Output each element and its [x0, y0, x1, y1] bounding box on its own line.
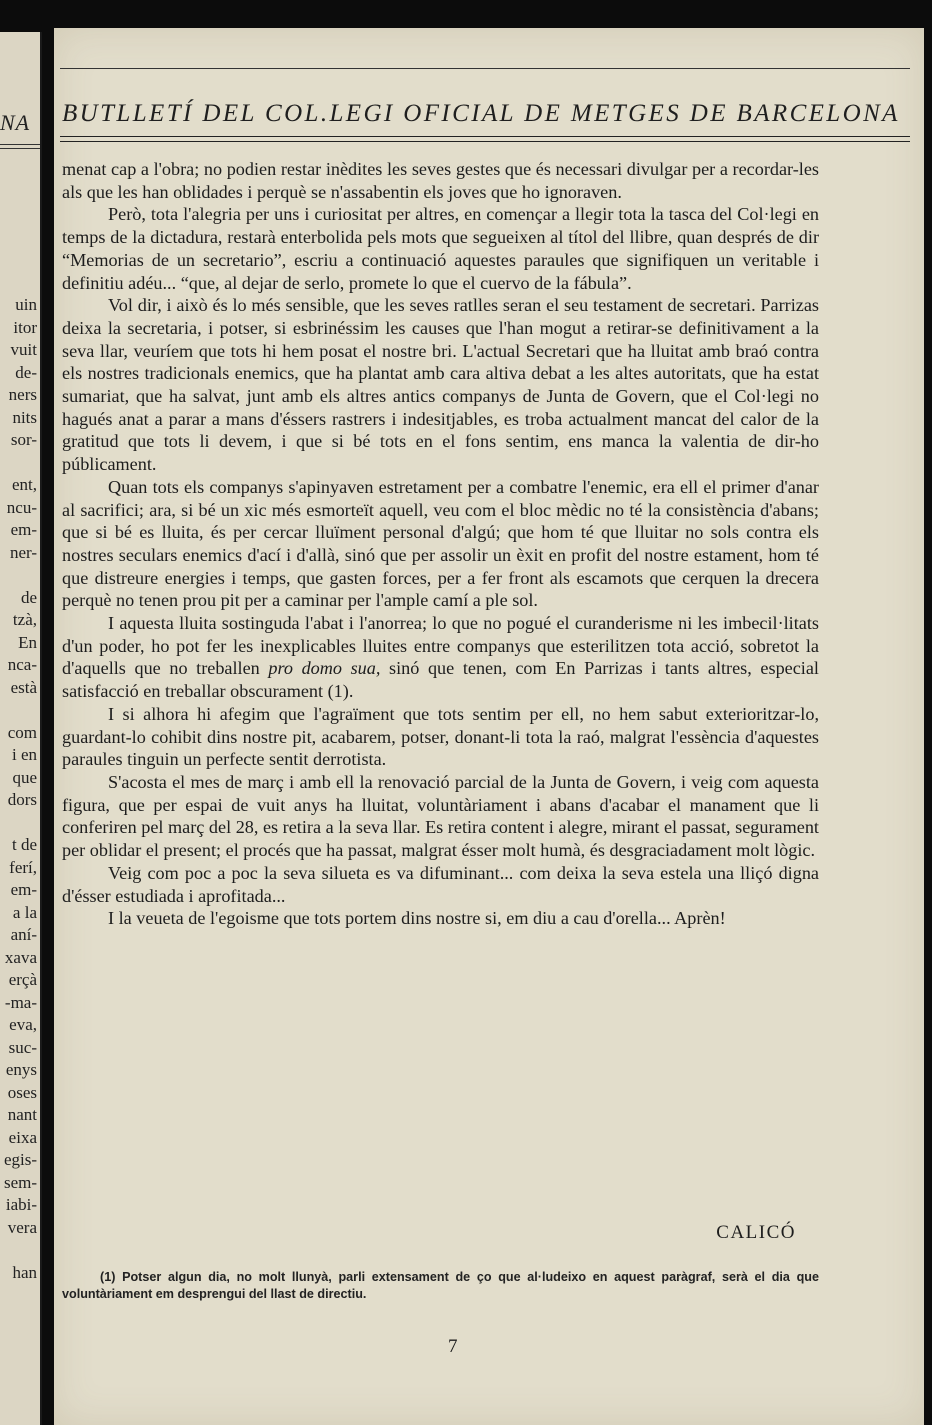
facing-page-fragment: nca-	[7, 655, 37, 674]
paragraph-5	[62, 612, 819, 703]
facing-page-fragment	[0, 699, 37, 722]
author-signature: CALICÓ	[716, 1222, 796, 1243]
facing-page-fragment: nits	[12, 407, 37, 427]
facing-page-fragment	[0, 452, 37, 475]
facing-page-fragment: uin	[15, 295, 37, 314]
paragraph-5-text-a: I aquesta lluita sostinguda l'abat i l'anorrea; lo que no pogué el curanderisme ni les imbecil·litats d'un poder, ho pot fer les inexplicables lluites entre companys que esterilitzen tota acció, sobretot la d'aquells que no treballen	[62, 613, 819, 679]
facing-page-fragment	[0, 564, 37, 587]
page-number: 7	[448, 1336, 458, 1357]
top-rule	[60, 68, 910, 69]
facing-page-fragment: xava	[4, 947, 37, 967]
paragraph-2: Però, tota l'alegria per uns i curiositat per altres, en començar a llegir tota la tasca del Col·legi en temps de la dictadura, restarà enterbolida pels mots que segueixen al títol del llibre, quan després de dir “Memorias de un secretario”, escriu a continuació aquestes paraules que signifiquen un veritable i definitiu adéu... “que, al dejar de serlo, promete lo que el cuervo de la fábula”.	[62, 204, 819, 293]
facing-page-fragment: ferí,	[9, 857, 37, 877]
facing-page-fragment: i en	[11, 745, 37, 764]
footnote: (1) Potser algun dia, no molt llunyà, parli extensament de ço que al·ludeixo en aquest paràgraf, serà el dia que voluntàriament em desprengui del llast de directiu.	[62, 1270, 819, 1301]
facing-page-header-rule	[0, 144, 40, 149]
facing-page-fragment: a la	[12, 902, 37, 922]
facing-page-fragment: eva,	[9, 1015, 37, 1034]
paragraph-8: Veig com poc a poc la seva silueta es va difuminant... com deixa la seva estela una lliçó digna d'ésser estudiada i aprofitada...	[62, 862, 819, 906]
facing-page-fragment: aní-	[10, 925, 37, 944]
facing-page-fragment: oses	[7, 1082, 37, 1102]
facing-page-line-fragments	[0, 294, 37, 1284]
facing-page-fragment: de	[20, 587, 37, 607]
paragraph-6: I si alhora hi afegim que l'agraïment que tots sentim per ell, no hem sabut exterioritzar-lo, guardant-lo cohibit dins nostre pit, acabarem, potser, donant-li tota la raó, malgrat l'essència d'aquestes paraules tinguin un perfecte sentit derrotista.	[62, 703, 819, 770]
facing-page-fragment: ner-	[9, 542, 37, 562]
facing-page-fragment: vera	[7, 1217, 37, 1237]
facing-page-fragment	[0, 812, 37, 835]
facing-page-fragment: t de	[11, 835, 37, 854]
facing-page-fragment: suc-	[8, 1037, 37, 1057]
paragraph-9: I la veueta de l'egoisme que tots portem dins nostre si, em diu a cau d'orella... Aprèn!	[108, 908, 726, 929]
facing-page-fragment: iabi-	[5, 1195, 37, 1214]
paragraph-4: Quan tots els companys s'apinyaven estretament per a combatre l'enemic, era ell el primer d'anar al sacrifici; ara, si bé un xic més esmorteït aquell, veu com el bloc mèdic no té la consistència d'abans; que si bé es lluita, és per cercar lluïment personal d'algú; que hom té que lluitar no sols contra els nostres seculars enemics d'ací i d'allà, sinó que per assolir un èxit en profit del nostre estament, hom té que distreure energies i temps, que gasten forces, per a fer front als escamots que cerquen la drecera perquè no tenen prou pit per a caminar per l'ample camí a ple sol.	[62, 476, 819, 611]
facing-page-fragment	[0, 1239, 37, 1262]
facing-page-fragment: En	[18, 632, 37, 652]
facing-page-fragment: sor-	[10, 430, 37, 449]
facing-page-fragment: vuit	[10, 340, 37, 359]
facing-page-edge	[0, 32, 42, 1425]
facing-page-fragment: -ma-	[4, 992, 37, 1012]
facing-page-fragment: erçà	[8, 970, 37, 989]
facing-page-fragment: ent,	[11, 475, 37, 494]
facing-page-fragment: em-	[10, 880, 37, 899]
facing-page-fragment: em-	[10, 520, 37, 539]
paragraph-5-text-b: sinó que tenen, com En Parrizas i tants altres, especial satisfacció en treballar obscurament (1).	[62, 658, 819, 702]
facing-page-fragment: que	[12, 767, 37, 787]
document-page	[54, 28, 924, 1425]
facing-page-fragment: dors	[7, 790, 37, 809]
facing-page-fragment: egis-	[3, 1150, 37, 1169]
paragraph-7: S'acosta el mes de març i amb ell la renovació parcial de la Junta de Govern, i veig com aquesta figura, que per espai de vuit anys ha lluitat, voluntàriament i abans d'acabar el manament que li conferiren pel març del 28, es retira a la seva llar. Es retira content i alegre, mirant el passat, segurament per oblidar el present; el procés que ha passat, malgrat ésser molt humà, és desgraciadament molt lògic.	[62, 771, 819, 861]
facing-page-fragment: de-	[15, 362, 37, 382]
facing-page-fragment: itor	[13, 317, 37, 337]
facing-page-fragment: com	[7, 722, 37, 742]
article-body	[62, 158, 819, 930]
paragraph-5-latin-phrase: pro domo sua,	[268, 658, 381, 679]
paragraph-3: Vol dir, i això és lo més sensible, que les seves ratlles seran el seu testament de secretari. Parrizas deixa la secretaria, i potser, si esbrinéssim les causes que l'han mogut a retirar-se definitivament a la seva llar, veuríem que tots hi hem posat el nostre bri. L'actual Secretari que ha lluitat amb braó contra els nostres tradicionals enemics, que ha plantat amb cara altiva debat a les altes autoritats, que ha estat sumariat, que ha salvat, junt amb els altres antics companys de Junta de Govern, que el Col·legi no hagués anat a parar a mans d'éssers rastrers i indesitjables, es troba actualment mancat del calor de la gratitud que tots li devem, i que si bé tots en el fons sentim, ens manca la valentia de dir-ho públicament.	[62, 295, 819, 475]
facing-page-fragment: ncu-	[6, 497, 37, 517]
facing-page-fragment: eixa	[8, 1127, 37, 1147]
facing-page-fragment: enys	[5, 1060, 37, 1079]
header-double-rule	[60, 136, 910, 142]
running-header: BUTLLETÍ DEL COL.LEGI OFICIAL DE METGES DE BARCELONA	[62, 100, 900, 127]
paragraph-1: menat cap a l'obra; no podien restar inèdites les seves gestes que és necessari divulgar per a recordar-les als que les han oblidades i perquè se n'assabentin els joves que ho ignoraven.	[62, 159, 819, 202]
facing-page-fragment: està	[10, 677, 37, 697]
facing-page-fragment: han	[12, 1262, 37, 1282]
facing-page-fragment: tzà,	[12, 610, 37, 629]
facing-page-fragment: sem-	[3, 1172, 37, 1192]
facing-page-fragment: ners	[8, 385, 37, 404]
facing-page-fragment: nant	[7, 1105, 37, 1124]
facing-page-header-fragment: NA	[0, 110, 31, 135]
